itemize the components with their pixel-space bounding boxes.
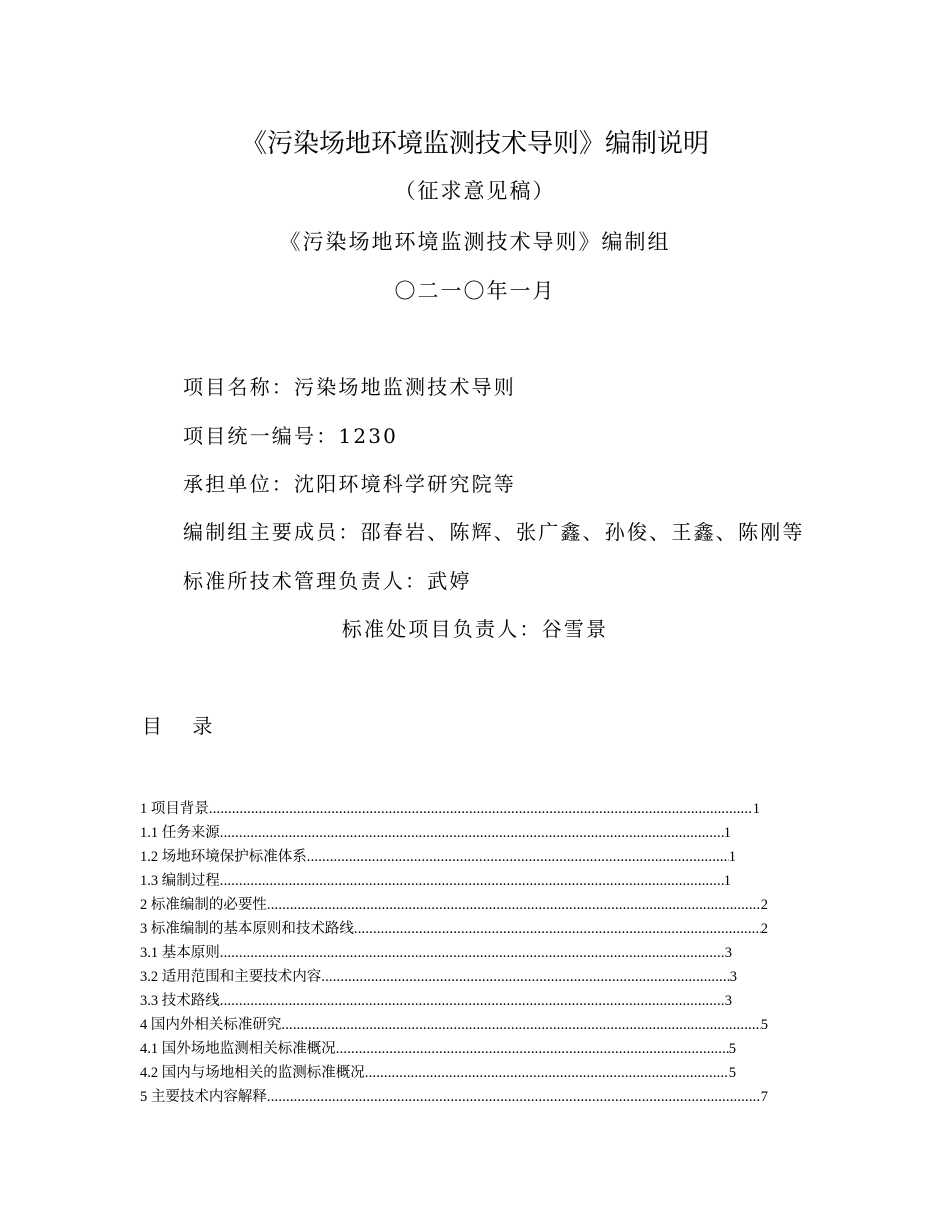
toc-entry-title: 3 标准编制的基本原则和技术路线 xyxy=(140,921,354,937)
toc-entry-page: 1 xyxy=(752,801,760,817)
toc-entry[interactable] xyxy=(140,991,732,1011)
toc-entry-title: 1.1 任务来源 xyxy=(140,825,220,841)
toc-entry-page: 5 xyxy=(728,1065,736,1081)
toc-entry-page: 7 xyxy=(760,1089,768,1105)
undertaking-unit: 承担单位：沈阳环境科学研究院等 xyxy=(183,472,516,496)
toc-entry-page: 2 xyxy=(760,921,768,937)
toc-entry-title: 1.3 编制过程 xyxy=(140,873,220,889)
toc-entry-title: 4.2 国内与场地相关的监测标准概况 xyxy=(140,1065,365,1081)
toc-leader-dots xyxy=(281,1015,760,1035)
toc-entry-title: 1.2 场地环境保护标准体系 xyxy=(140,849,307,865)
toc-leader-dots xyxy=(321,967,730,987)
document-title: 《污染场地环境监测技术导则》编制说明 xyxy=(240,129,709,159)
toc-entry-title: 3.1 基本原则 xyxy=(140,945,220,961)
office-project-head: 标准处项目负责人：谷雪景 xyxy=(341,617,609,641)
toc-leader-dots xyxy=(220,991,725,1011)
toc-entry[interactable] xyxy=(140,895,768,915)
toc-entry-page: 3 xyxy=(724,945,732,961)
project-number: 项目统一编号：1230 xyxy=(183,424,399,448)
toc-entry-page: 2 xyxy=(760,897,768,913)
toc-entry[interactable] xyxy=(140,823,731,843)
toc-entry-page: 3 xyxy=(729,969,737,985)
toc-entry-title: 1 项目背景 xyxy=(140,801,209,817)
toc-entry-page: 1 xyxy=(723,873,731,889)
toc-leader-dots xyxy=(307,847,729,867)
toc-leader-dots xyxy=(220,871,724,891)
toc-entry-page: 3 xyxy=(724,993,732,1009)
toc-entry-title: 5 主要技术内容解释 xyxy=(140,1089,267,1105)
editing-group: 《污染场地环境监测技术导则》编制组 xyxy=(279,230,671,254)
toc-entry-page: 1 xyxy=(723,825,731,841)
toc-entry[interactable] xyxy=(140,967,737,987)
toc-entry[interactable] xyxy=(140,1087,768,1107)
toc-entry-title: 2 标准编制的必要性 xyxy=(140,897,267,913)
toc-leader-dots xyxy=(267,895,761,915)
toc-leader-dots xyxy=(209,799,753,819)
project-name: 项目名称：污染场地监测技术导则 xyxy=(183,375,516,399)
toc-leader-dots xyxy=(220,943,725,963)
toc-entry[interactable] xyxy=(140,799,760,819)
toc-entry[interactable] xyxy=(140,871,731,891)
toc-entry-page: 5 xyxy=(728,1041,736,1057)
document-subtitle: （征求意见稿） xyxy=(394,179,556,203)
toc-entry[interactable] xyxy=(140,1063,736,1083)
toc-entry-page: 5 xyxy=(760,1017,768,1033)
toc-entry[interactable] xyxy=(140,943,732,963)
toc-entry-title: 4 国内外相关标准研究 xyxy=(140,1017,282,1033)
toc-heading: 目 录 xyxy=(142,714,225,738)
toc-leader-dots xyxy=(336,1039,729,1059)
toc-leader-dots xyxy=(365,1063,729,1083)
toc-leader-dots xyxy=(267,1087,761,1107)
document-date: 〇二一〇年一月 xyxy=(394,279,556,303)
toc-leader-dots xyxy=(354,919,761,939)
toc-entry-title: 3.3 技术路线 xyxy=(140,993,220,1009)
toc-entry[interactable] xyxy=(140,919,768,939)
toc-entry-title: 4.1 国外场地监测相关标准概况 xyxy=(140,1041,336,1057)
toc-entry[interactable] xyxy=(140,1015,768,1035)
institute-technical-head: 标准所技术管理负责人：武婷 xyxy=(183,569,472,593)
team-members: 编制组主要成员：邵春岩、陈辉、张广鑫、孙俊、王鑫、陈刚等 xyxy=(183,520,805,544)
toc-entry[interactable] xyxy=(140,847,736,867)
toc-entry[interactable] xyxy=(140,1039,736,1059)
toc-leader-dots xyxy=(220,823,724,843)
toc-entry-title: 3.2 适用范围和主要技术内容 xyxy=(140,969,322,985)
toc-entry-page: 1 xyxy=(728,849,736,865)
